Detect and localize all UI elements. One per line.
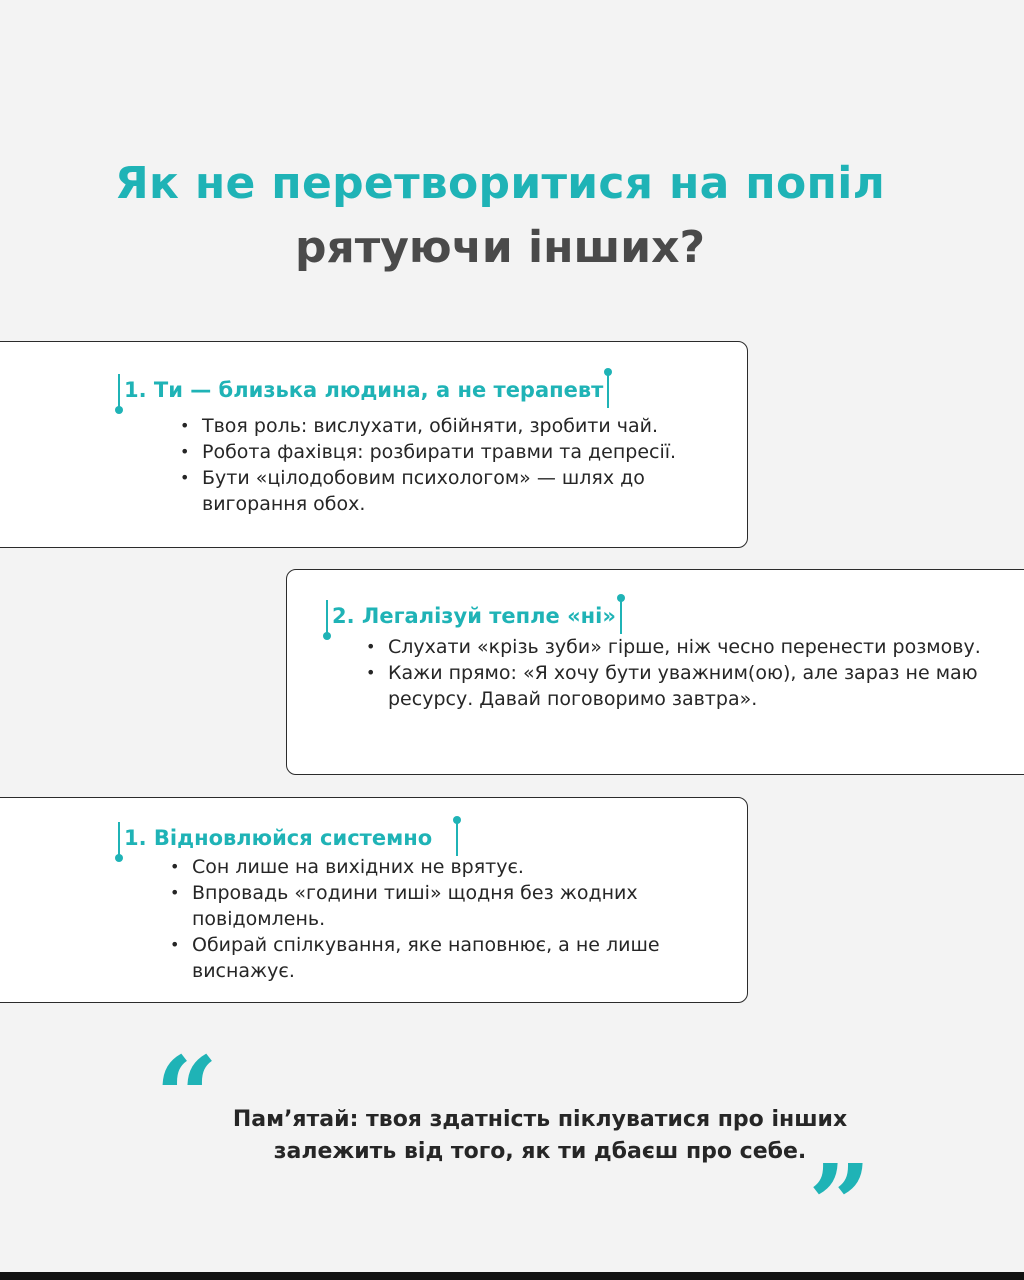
list-item: • Бути «цілодобовим психологом» — шлях до вигорання обох. [178,465,728,517]
text-cursor-right-icon [456,822,458,856]
list-item: • Сон лише на вихідних не врятує. [168,854,728,880]
title-line-2: рятуючи інших? [294,222,705,273]
tip-card-3-heading-box [118,826,458,850]
list-item: • Робота фахівця: розбирати травми та депресії. [178,439,728,465]
tip-card-1-heading-box [118,378,609,402]
quote-line-1: Пам’ятай: твоя здатність піклуватися про інших [232,1107,848,1132]
text-cursor-right-icon [607,374,609,408]
title-line-1: Як не перетворитися на попіл [114,158,886,209]
list-item: • Впровадь «години тиші» щодня без жодних повідомлень. [168,880,728,932]
text-cursor-right-icon [620,600,622,634]
open-quote-icon: “ [155,1032,219,1161]
tip-card-1-list [178,413,728,517]
list-item: • Твоя роль: вислухати, обійняти, зробити чай. [178,413,728,439]
tip-card-3-heading: 1. Відновлюйся системно [124,826,433,850]
bottom-bar [0,1272,1024,1280]
list-item: • Обирай спілкування, яке наповнює, а не лише виснажує. [168,932,728,984]
tip-card-2-heading: 2. Легалізуй тепле «ні» [332,604,616,628]
text-cursor-left-icon [118,374,120,408]
list-item: • Слухати «крізь зуби» гірше, ніж чесно перенести розмову. [364,634,994,660]
close-quote-icon: ” [808,1140,872,1269]
tip-card-2-list [364,634,994,712]
text-cursor-left-icon [118,822,120,856]
quote-line-2: залежить від того, як ти дбаєш про себе. [273,1139,807,1164]
tip-card-3-list [168,854,728,984]
text-cursor-left-icon [326,600,328,634]
tip-card-1-heading: 1. Ти — близька людина, а не терапевт [124,378,604,402]
tip-card-2-heading-box [326,604,622,628]
list-item: • Кажи прямо: «Я хочу бути уважним(ою), але зараз не маю ресурсу. Давай поговоримо завтра». [364,660,994,712]
